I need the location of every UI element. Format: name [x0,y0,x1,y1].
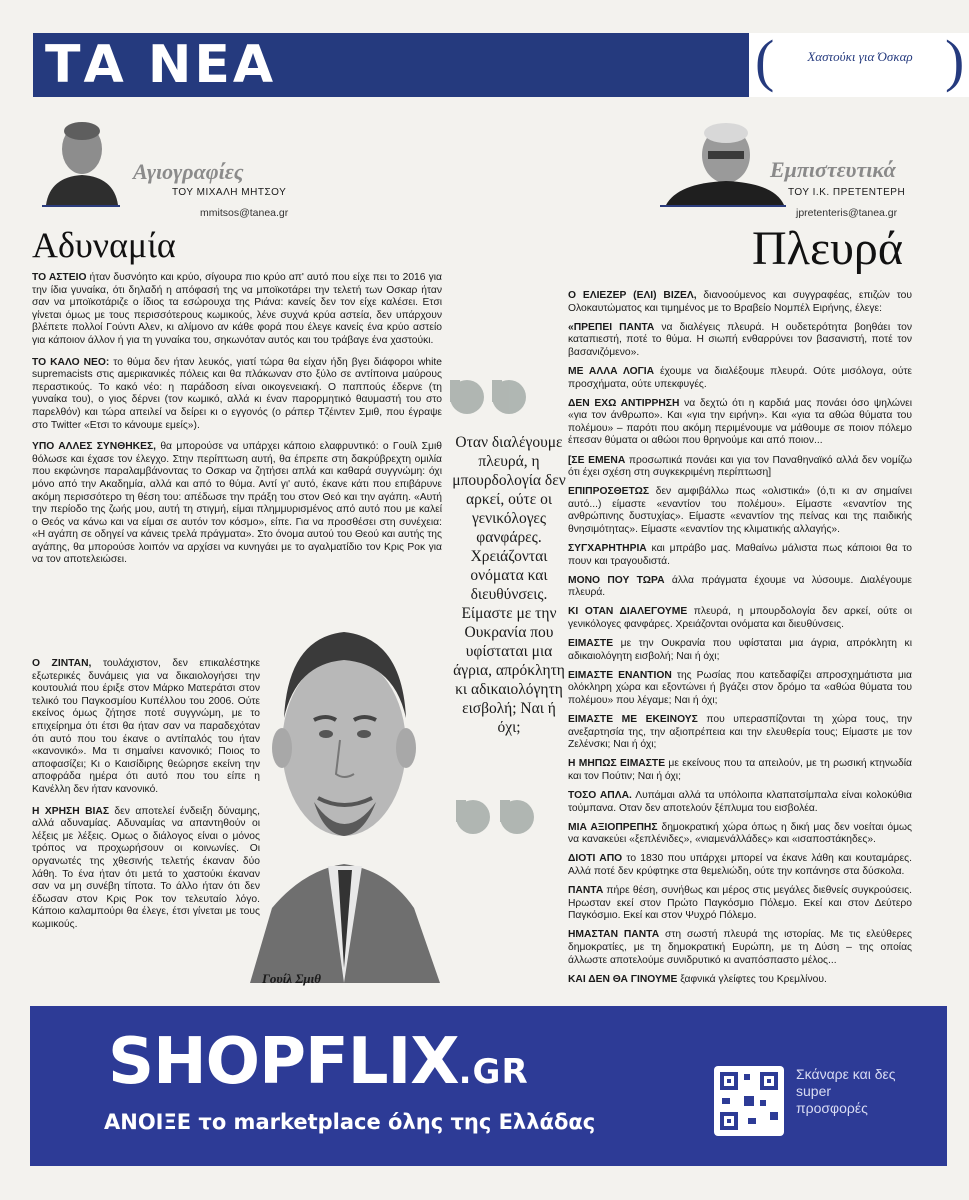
right-column-email[interactable]: jpretenteris@tanea.gr [796,207,898,219]
right-columnist-portrait [660,113,786,207]
right-article-body [568,290,912,993]
left-column-author: ΤΟΥ ΜΙΧΑΛΗ ΜΗΤΣΟΥ [172,187,287,198]
qr-code-icon[interactable] [714,1066,784,1136]
paragraph: ΕΙΜΑΣΤΕ με την Ουκρανία που υφίσταται μια άγρια, απρόκλητη κι αδικαιολόγητη εισβολή; Ναι ή όχι; [568,638,912,662]
masthead [33,28,965,97]
pull-quote: Οταν διαλέγουμε πλευρά, η μπουρδολογία δεν αρκεί, ούτε οι γενικόλογες φανφάρες. Χρειάζονται ονόματα και διευθύνσεις. Είμαστε με την Ουκρανία που υφίσταται μια άγρια, απρόκλητη κι αδικαιολόγητη εισβολή; Ναι ή όχι; [452,434,566,736]
close-quote-icon [500,800,534,834]
left-columnist-portrait [42,113,120,207]
paragraph: ΠΑΝΤΑ πήρε θέση, συνήθως και μέρος στις μεγάλες διεθνείς συγκρούσεις. Ηρωσταν εκεί στον Πρώτο Παγκόσμιο Πόλεμο. Εκεί και στον Δεύτερο Παγκόσμιο. Εκεί και στον Ψυχρό Πόλεμο. [568,885,912,922]
paragraph: ΚΙ ΟΤΑΝ ΔΙΑΛΕΓΟΥΜΕ πλευρά, η μπουρδολογία δεν αρκεί, ούτε οι γενικόλογες φανφάρες. Χρειάζονται ονόματα και διευθύνσεις. [568,606,913,631]
paragraph: ΜΟΝΟ ΠΟΥ ΤΩΡΑ άλλα πράγματα έχουμε να λύσουμε. Διαλέγουμε πλευρά. [568,574,912,599]
shopflix-ad[interactable] [30,1006,947,1166]
right-column-title: Εμπιστευτικά [770,157,896,182]
paragraph: ΕΙΜΑΣΤΕ ΕΝΑΝΤΙΟΝ της Ρωσίας που κατεδαφίζει απροσχημάτιστα μια ολόκληρη χώρα και εξοντώνει ή βγάζει στον δρόμο τα «αθώα θύματα του πολέμου» που λέγαμε; Ναι ή όχι; [568,669,912,707]
ad-slogan: ΑΝΟΙΞΕ το marketplace όλης της Ελλάδας [104,1110,596,1134]
left-paren-icon: ( [755,28,775,93]
paragraph: ΤΟ ΑΣΤΕΙΟ ήταν δυσνόητο και κρύο, σίγουρα πιο κρύο απ' αυτό που είχε πει το 2016 για την ίδια γυναίκα, ότι δηλαδή η απόφασή της να μποϊκοτάρει την τελετή των Οσκαρ ήταν σαν να μποϊκοτάριζε ο ίδιος τα εσώρουχα της Ριάνα: κανείς δεν τον είχε καλέσει. Ετσι γίνεται όμως με τους περισσότερους κωμικούς, λένε συχνά κρύα αστεία, δεν υπάρχουν βλέπετε πολλοί Γούντι Αλεν, κι αλίμονο αν κάθε φορά που έλεγε κανείς ένα κρύο αστείο για κάποιον άλλον ή για τη γυναίκα του, σηκωνόταν αυτός και του τράβαγε ένα χαστούκι. [32,272,442,346]
open-quote-icon [492,380,526,414]
right-column-author: ΤΟΥ Ι.Κ. ΠΡΕΤΕΝΤΕΡΗ [788,187,906,198]
paragraph: ΕΙΜΑΣΤΕ ΜΕ ΕΚΕΙΝΟΥΣ που υπερασπίζονται τη χώρα τους, την ανεξαρτησία της, την αξιοπρέπεια και την ελευθερία τους; Είμαστε με τον Ζελένσκι; Ναι ή όχι; [568,714,912,751]
ad-brand: SHOPFLIX.GR [108,1025,529,1099]
ad-cta: Σκάναρε και δες super προσφορές [796,1066,896,1116]
paragraph: ΚΑΙ ΔΕΝ ΘΑ ΓΙΝΟΥΜΕ ξαφνικά γλείφτες του Κρεμλίνου. [568,973,827,985]
left-column-email[interactable]: mmitsos@tanea.gr [200,207,289,219]
right-paren-icon: ) [945,28,965,93]
paragraph: «ΠΡΕΠΕΙ ΠΑΝΤΑ να διαλέγεις πλευρά. Η ουδετερότητα βοηθάει τον καταπιεστή, ποτέ το θύμα. Η σιωπή ενθαρρύνει τον βασανιστή, ποτέ τον βασανιζόμενο». [568,321,912,358]
paragraph: ΤΟΣΟ ΑΠΛΑ. Λυπάμαι αλλά τα υπόλοιπα κλαπατσίμπαλα είναι κολοκύθια τούμπανα. Οταν δεν αποτελούν ξέπλυμα του εισβολέα. [568,790,912,814]
will-smith-illustration [244,608,444,983]
photo-caption: Γουίλ Σμιθ [262,971,321,986]
paragraph: ΔΙΟΤΙ ΑΠΟ το 1830 που υπάρχει μπορεί να έκανε λάθη και κουταμάρες. Αλλά ποτέ δεν κρύφτηκε στα θεμελιώδη, ούτε την κοπάνησε στα δύσκολα. [568,853,912,878]
paragraph: ΜΕ ΑΛΛΑ ΛΟΓΙΑ έχουμε να διαλέξουμε πλευρά. Ούτε μισόλογα, ούτε προσχήματα, ούτε υπεκφυγές. [568,365,912,390]
close-quote-icon [456,800,490,834]
paragraph: Ο ΖΙΝΤΑΝ, τουλάχιστον, δεν επικαλέστηκε εξωτερικές δυνάμεις για να δικαιολογήσει την κουτουλιά που έριξε στον Μάρκο Ματεράτσι στον τελικό του Παγκοσμίου Κυπέλλου του 2006. Ούτε εκείνος όμως ζήτησε ποτέ συγγνώμη, με το επιχείρημα ότι έτσι θα ήταν σαν να παραδεχόταν ότι αυτό που του έκανε ο αντίπαλός του ήταν «κανονικό». Μα τι σημαίνει κανονικό; Ποιος το αποφασίζει; Κι ο Καισίδιρης θεώρησε εκείνη την αποφράδα ημέρα ότι αυτό που του είπε η Κανέλλη δεν ήταν κανονικό. [32,658,261,795]
paragraph: ΥΠΟ ΑΛΛΕΣ ΣΥΝΘΗΚΕΣ, θα μπορούσε να υπάρχει κάποιο ελαφρυντικό: ο Γουίλ Σμιθ θόλωσε και έχασε τον έλεγχο. Στην περίπτωση αυτή, θα έπρεπε στη δακρύβρεχτη ομιλία που εκφώνησε παραλαμβάνοντας το Οσκαρ να ζητήσει απλά και καθαρά συγγνώμη: όχι μόνο από την Ακαδημία, αλλά και από το θύμα. Αντί γι' αυτό, έκανε κάτι που επιβάρυνε ακόμη περισσότερο τη θέση του: απέδωσε την πράξη του στον Θεό και την αγάπη. «Αυτή την περίοδο της ζωής μου, αυτή τη στιγμή, είμαι πλημμυρισμένος από αυτό που με καλεί ο Θεός να κάνω και να είμαι σε αυτόν τον κόσμο», είπε. Για να προσθέσει στη συνέχεια: «Η αγάπη σε οδηγεί να κάνεις τρελά πράγματα». Στο όνομα αυτού του Θεού και αυτής της αγάπης, θα μπορούσε λοιπόν να αρχίσει να κυνηγάει με το αγαλματίδιο τον Κρις Ροκ για να τον αποτελειώσει. [32,441,442,566]
open-quote-icon [450,380,484,414]
paragraph: [ΣΕ ΕΜΕΝΑ προσωπικά πονάει και για τον Παναθηναϊκό αλλά δεν νομίζω ότι έχει σχέση στη συγκεκριμένη περίπτωση] [568,454,912,479]
left-column-title: Αγιογραφίες [133,159,244,184]
paragraph: Η ΧΡΗΣΗ ΒΙΑΣ δεν αποτελεί ένδειξη δύναμης, αλλά αδυναμίας. Αδυναμίας να απαντηθούν οι λέξεις με λέξεις. Ομως ο διάλογος είναι ο μόνος τρόπος να προχωρήσουν οι κοινωνίες. Οι οργανωτές της χθεσινής τελετής έκαναν δύο λάθη. Το ένα ήταν ότι μετά το χαστούκι έκαναν σαν να μη συνέβη τίποτα. Το άλλο ήταν ότι δεν έδωσαν στον Κρις Ροκ τον τελευταίο λόγο. Κάποιο καλαμπούρι θα έλεγε, έτσι γίνεται με τους κωμικούς. [32,805,260,930]
tagline: Χαστούκι για Όσκαρ [807,49,913,64]
tagline-box [747,28,969,97]
paragraph: ΗΜΑΣΤΑΝ ΠΑΝΤΑ στη σωστή πλευρά της ιστορίας. Με τις ελεύθερες δημοκρατίες, με τη δημοκρατική Ευρώπη, με τη Δύση – της οποίας άλλωστε αποτελούμε συνιδρυτικό κι αναπόσπαστο μέλος... [568,929,912,966]
left-article-body-bottom [32,658,260,940]
paragraph: Η ΜΗΠΩΣ ΕΙΜΑΣΤΕ με εκείνους που τα απειλούν, με τη ρωσική κτηνωδία και τον Πούτιν; Ναι ή όχι; [568,758,912,782]
left-headline: Αδυναμία [32,225,176,265]
left-article-body-top [32,272,442,576]
paragraph: ΔΕΝ ΕΧΩ ΑΝΤΙΡΡΗΣΗ να δεχτώ ότι η καρδιά μας πονάει όσο ψηλώνει «για τον άνθρωπο». Και «για την ειρήνη». Και «για τα αθώα θύματα του πολέμου» – παρότι που ακόμη περιμένουμε να μάθουμε σε ποιον πόλεμο έπεσαν θύματα οι αθώοι που θρηνούμε και από ποιον... [568,397,912,447]
paragraph: ΣΥΓΧΑΡΗΤΗΡΙΑ και μπράβο μας. Μαθαίνω μάλιστα πως κάποιοι θα το πουν και τραγουδιστά. [568,543,912,567]
paragraph: ΜΙΑ ΑΞΙΟΠΡΕΠΗΣ δημοκρατική χώρα όπως η δική μας δεν νοείται όμως να κανακεύει «ξεπλένιδες», «νιαμενάλλάδες» και «ισαποστάκηδες». [568,821,913,846]
paragraph: Ο ΕΛΙΕΖΕΡ (ΕΛΙ) ΒΙΖΕΛ, διανοούμενος και συγγραφέας, επιζών του Ολοκαυτώματος και τιμημένος με το Βραβείο Νομπέλ Ειρήνης, έλεγε: [568,290,912,314]
paragraph: ΕΠΙΠΡΟΣΘΕΤΩΣ δεν αμφιβάλλω πως «ολιστικά» (ό,τι κι αν σημαίνει αυτό...) είμαστε «εναντίον του πολέμου». Είμαστε «εναντίον της ανθρώπινης δυστυχίας». Είμαστε «εναντίον της πείνας και της παιδικής θνησιμότητας». Είμαστε «εναντίον της κλιματικής αλλαγής». [568,486,912,535]
newspaper-logo: ΤΑ ΝΕΑ [45,35,277,95]
right-headline: Πλευρά [752,222,903,275]
paragraph: ΤΟ ΚΑΛΟ ΝΕΟ: το θύμα δεν ήταν λευκός, γιατί τώρα θα είχαν ήδη βγει διάφοροι white supremacists στις αμερικανικές πόλεις και θα πλάκωναν στο ξύλο σε αντίποινα μαύρους περαστικούς. Το κακό νέο: η παράδοση είναι οικογενειακή. Ο παππούς έδερνε (τη γυναίκα του), ο γιος δέρνει (τον κωμικό, αλλά κι έναν παρορμητικό θαυμαστή του στο παρελθόν) και τώρα απειλεί να δείρει κι ο εγγονός (ο ράπερ Τζέιντεν Σμιθ, που έγραψε στο Twitter «Ετσι το κάνουμε εμείς»). [32,356,442,431]
